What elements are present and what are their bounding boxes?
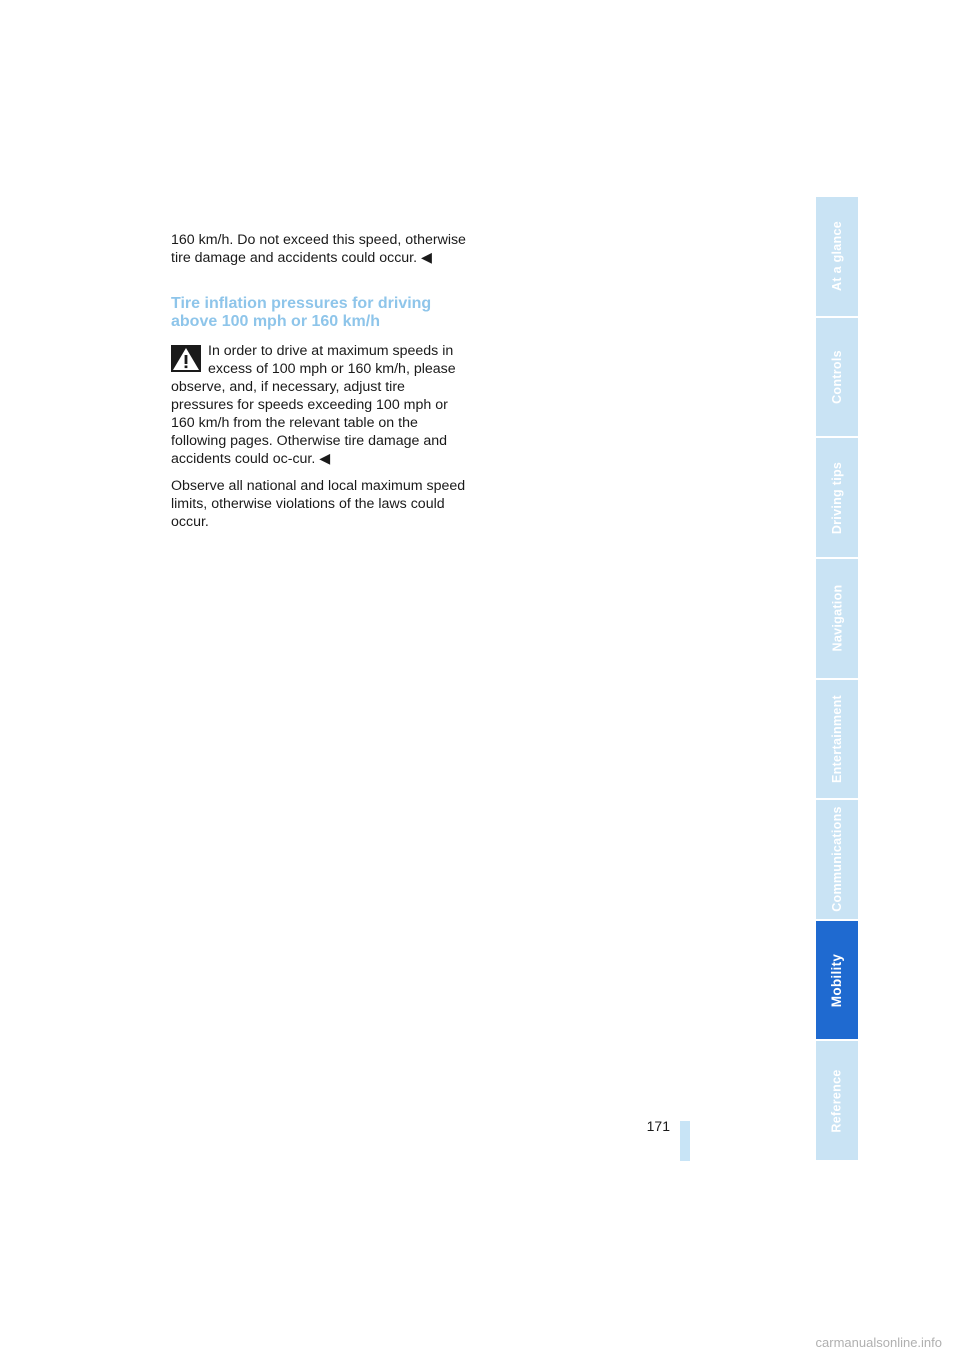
- tab-communications[interactable]: [816, 800, 858, 921]
- warning-text: observe, and, if necessary, adjust tire pressures for speeds exceeding 100 mph or 160 km/h from the relevant table on the following pages. Otherwise tire damage and accidents could oc-cur.: [171, 379, 448, 467]
- tab-label: At a glance: [830, 221, 844, 292]
- tab-label: Reference: [830, 1069, 844, 1133]
- end-mark-icon: ◀: [421, 250, 432, 266]
- warning-triangle-icon: [171, 345, 201, 372]
- tab-navigation[interactable]: [816, 559, 858, 680]
- tab-at-a-glance[interactable]: [816, 197, 858, 318]
- note-paragraph: Observe all national and local maximum speed limits, otherwise violations of the laws could occur.: [171, 478, 466, 530]
- chapter-sidebar: [816, 197, 858, 1160]
- heading-line-1: Tire inflation pressures for driving: [171, 295, 432, 312]
- tab-label: Mobility: [829, 953, 845, 1007]
- watermark: carmanualsonline.info: [815, 1335, 942, 1350]
- page-number: 171: [646, 1118, 670, 1134]
- warning-block: [171, 342, 467, 468]
- tab-label: Navigation: [830, 584, 844, 652]
- tab-label: Entertainment: [830, 694, 845, 783]
- warning-line-1: In order to drive at maximum speeds in: [208, 343, 454, 359]
- end-mark-icon: ◀: [319, 451, 331, 467]
- warning-line-2: excess of 100 mph or 160 km/h, please: [208, 361, 456, 377]
- main-content: [171, 231, 467, 540]
- heading-line-2: above 100 mph or 160 km/h: [171, 313, 380, 330]
- tab-entertainment[interactable]: [816, 680, 858, 801]
- tab-mobility[interactable]: [816, 921, 858, 1042]
- tab-driving-tips[interactable]: [816, 438, 858, 559]
- tab-reference[interactable]: [816, 1041, 858, 1160]
- tab-label: Controls: [830, 350, 845, 404]
- section-heading: [171, 295, 467, 331]
- page-number-bar: [680, 1121, 690, 1161]
- tab-controls[interactable]: [816, 318, 858, 439]
- tab-label: Communications: [830, 806, 845, 913]
- tab-label: Driving tips: [830, 461, 845, 534]
- intro-line-1: 160 km/h. Do not exceed this speed, otherwise: [171, 232, 466, 248]
- intro-line-2: tire damage and accidents could occur.: [171, 250, 418, 266]
- intro-paragraph: [171, 231, 467, 267]
